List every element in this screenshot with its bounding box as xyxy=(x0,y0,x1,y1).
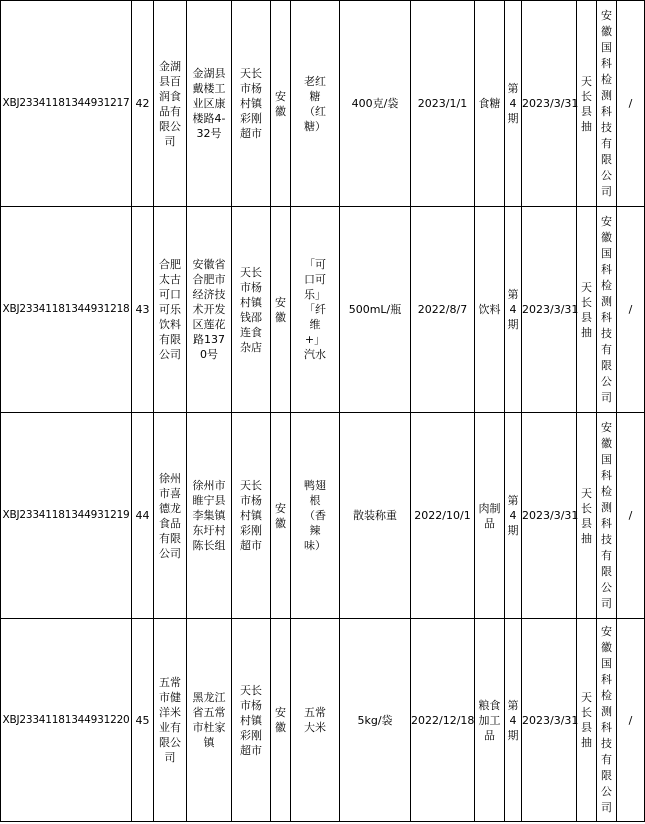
issue: 第4期 xyxy=(507,494,519,537)
producer-name: 五常市健洋米业有限公司 xyxy=(159,676,181,764)
producer-address-cell xyxy=(187,619,232,822)
issue-cell xyxy=(505,1,522,207)
seller-name-cell xyxy=(232,413,271,619)
task-source-cell xyxy=(577,413,597,619)
producer-address-cell xyxy=(187,207,232,413)
seq-cell: 42 xyxy=(132,1,154,207)
production-date-cell: 2023/1/1 xyxy=(411,1,475,207)
agency-cell xyxy=(597,207,617,413)
agency-cell xyxy=(597,1,617,207)
task-source: 天长县抽 xyxy=(581,691,592,749)
sample-code-cell: XBJ23341181344931217 xyxy=(1,1,132,207)
category: 饮料 xyxy=(478,303,501,316)
production-date-cell: 2022/8/7 xyxy=(411,207,475,413)
food-name-cell xyxy=(291,1,340,207)
seller-name-cell xyxy=(232,1,271,207)
production-date-cell: 2022/12/18 xyxy=(411,619,475,822)
task-source: 天长县抽 xyxy=(581,74,592,133)
producer-name-cell xyxy=(154,619,187,822)
seller-name-cell xyxy=(232,207,271,413)
seq-cell: 44 xyxy=(132,413,154,619)
issue-cell xyxy=(505,413,522,619)
producer-name-cell xyxy=(154,413,187,619)
agency: 安徽国科检测科技有限公司 xyxy=(601,214,612,404)
category: 肉制品 xyxy=(478,501,501,530)
seq-cell: 43 xyxy=(132,207,154,413)
food-name: 老红糖（红糖） xyxy=(304,74,326,133)
announce-date-cell: 2023/3/31 xyxy=(522,619,577,822)
issue: 第4期 xyxy=(507,82,519,125)
agency: 安徽国科检测科技有限公司 xyxy=(601,625,612,814)
issue-cell xyxy=(505,619,522,822)
table-row xyxy=(1,1,645,207)
note-cell: / xyxy=(617,619,645,822)
seller-name: 天长市杨村镇钱邵连食杂店 xyxy=(240,265,262,354)
agency: 安徽国科检测科技有限公司 xyxy=(601,8,612,198)
seller-name: 天长市杨村镇彩刚超市 xyxy=(240,479,262,552)
agency: 安徽国科检测科技有限公司 xyxy=(601,420,612,610)
producer-address: 黑龙江省五常市杜家镇 xyxy=(192,691,226,749)
producer-address: 徐州市睢宁县李集镇东圩村陈长组 xyxy=(192,479,226,552)
producer-address: 安徽省合肥市经济技术开发区莲花路1370号 xyxy=(192,258,226,361)
producer-address: 金湖县戴楼工业区康楼路4-32号 xyxy=(192,67,226,140)
spec-cell: 5kg/袋 xyxy=(340,619,411,822)
producer-name-cell xyxy=(154,1,187,207)
issue-cell xyxy=(505,207,522,413)
note-cell: / xyxy=(617,207,645,413)
task-source: 天长县抽 xyxy=(581,280,592,339)
province-cell xyxy=(271,619,291,822)
spec-cell: 400克/袋 xyxy=(340,1,411,207)
sample-code-cell: XBJ23341181344931219 xyxy=(1,413,132,619)
food-name-cell xyxy=(291,413,340,619)
note-cell: / xyxy=(617,1,645,207)
announce-date-cell: 2023/3/31 xyxy=(522,207,577,413)
food-name-cell xyxy=(291,619,340,822)
task-source-cell xyxy=(577,619,597,822)
sample-code-cell: XBJ23341181344931220 xyxy=(1,619,132,822)
province-cell xyxy=(271,207,291,413)
task-source: 天长县抽 xyxy=(581,486,592,545)
announce-date-cell: 2023/3/31 xyxy=(522,1,577,207)
note-cell: / xyxy=(617,413,645,619)
province-cell xyxy=(271,413,291,619)
province: 安徽 xyxy=(275,89,286,118)
province: 安徽 xyxy=(275,501,286,530)
producer-address-cell xyxy=(187,1,232,207)
table-row xyxy=(1,619,645,822)
seller-name: 天长市杨村镇彩刚超市 xyxy=(240,683,262,757)
food-name: 五常大米 xyxy=(304,706,326,734)
food-name-cell xyxy=(291,207,340,413)
province-cell xyxy=(271,1,291,207)
issue: 第4期 xyxy=(507,288,519,331)
producer-address-cell xyxy=(187,413,232,619)
task-source-cell xyxy=(577,1,597,207)
issue: 第4期 xyxy=(507,698,519,742)
category-cell xyxy=(475,619,505,822)
food-name: 鸭翅根（香辣味） xyxy=(304,479,326,552)
food-name: 「可口可乐」「纤维+」汽水 xyxy=(304,258,326,361)
seq-cell: 45 xyxy=(132,619,154,822)
task-source-cell xyxy=(577,207,597,413)
spec-cell: 500mL/瓶 xyxy=(340,207,411,413)
category-cell xyxy=(475,1,505,207)
producer-name-cell xyxy=(154,207,187,413)
seller-name: 天长市杨村镇彩刚超市 xyxy=(240,67,262,140)
table-row xyxy=(1,413,645,619)
agency-cell xyxy=(597,619,617,822)
category-cell xyxy=(475,413,505,619)
province: 安徽 xyxy=(275,706,286,734)
production-date-cell: 2022/10/1 xyxy=(411,413,475,619)
category: 粮食加工品 xyxy=(478,698,501,742)
table-row xyxy=(1,207,645,413)
producer-name: 徐州市喜德龙食品有限公司 xyxy=(159,471,181,560)
seller-name-cell xyxy=(232,619,271,822)
announce-date-cell: 2023/3/31 xyxy=(522,413,577,619)
producer-name: 金湖县百润食品有限公司 xyxy=(159,59,181,148)
category: 食糖 xyxy=(478,97,501,110)
category-cell xyxy=(475,207,505,413)
producer-name: 合肥太古可口可乐饮料有限公司 xyxy=(159,258,181,361)
sample-code-cell: XBJ23341181344931218 xyxy=(1,207,132,413)
province: 安徽 xyxy=(275,295,286,324)
spec-cell: 散装称重 xyxy=(340,413,411,619)
agency-cell xyxy=(597,413,617,619)
